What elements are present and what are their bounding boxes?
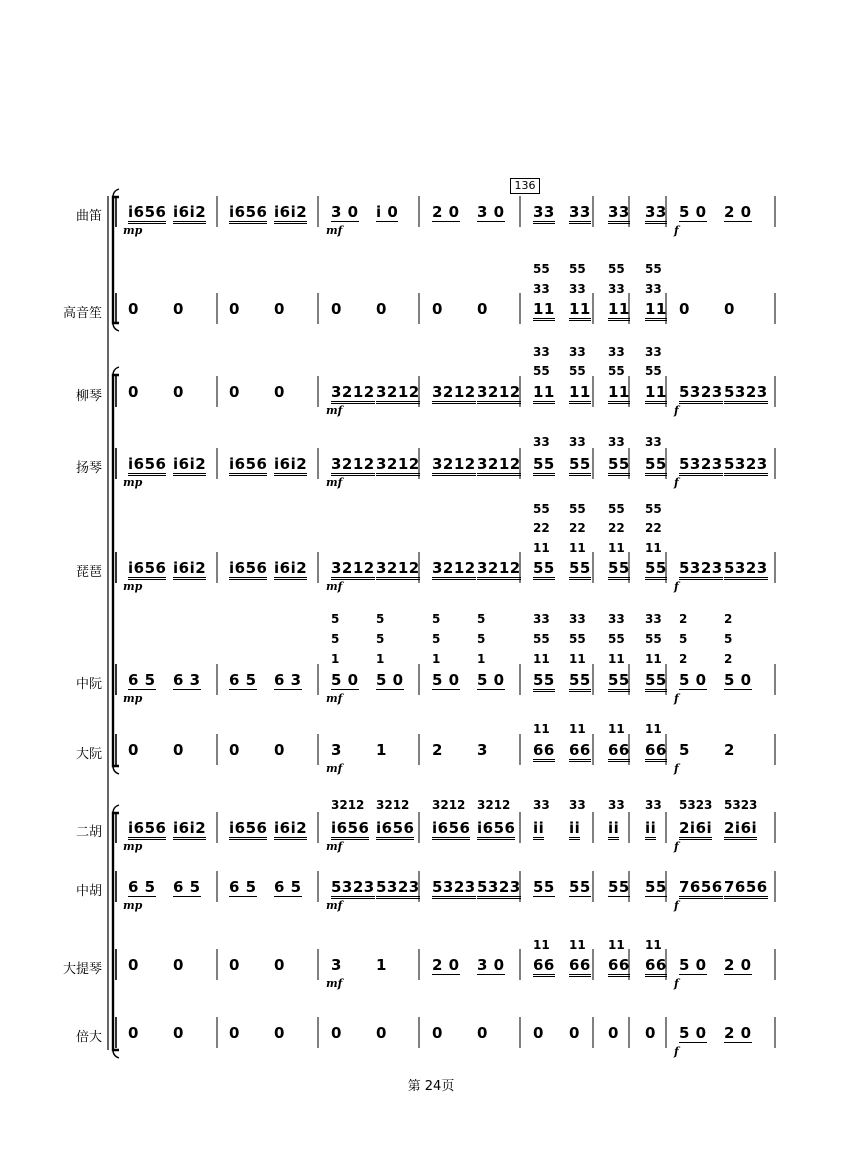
note-cell-gaoyinsheng: 11 xyxy=(608,300,630,321)
note-cell-datiqin: 3 xyxy=(331,956,342,974)
chord-note-zhongruan_top: 5 xyxy=(376,612,385,626)
dynamic-mf: mf xyxy=(326,404,343,417)
instrument-label-datiqin: 大提琴 xyxy=(62,962,102,977)
note-cell-beida: 2 0 xyxy=(724,1024,752,1042)
note-cell-zhongruan: 55 xyxy=(645,671,667,692)
note-cell-datiqin: 66 xyxy=(533,956,555,977)
chord-note-zhongruan_mid: 55 xyxy=(533,632,550,646)
note-cell-beida: 0 xyxy=(128,1024,139,1042)
note-cell-gaoyinsheng: 0 xyxy=(376,300,387,318)
note-cell-datiqin: 0 xyxy=(274,956,285,974)
chord-note-liuqin_top: 33 xyxy=(645,345,662,359)
instrument-label-erhu: 二胡 xyxy=(75,825,102,840)
chord-note-pipa_top: 55 xyxy=(645,502,662,516)
chord-note-zhongruan_top: 5 xyxy=(331,612,340,626)
note-cell-yangqin: 3212 xyxy=(376,455,420,476)
note-cell-pipa: 3212 xyxy=(432,559,476,580)
chord-note-gaoyinsheng_top: 55 xyxy=(645,262,662,276)
dynamic-f: f xyxy=(674,840,679,853)
note-cell-datiqin: 0 xyxy=(128,956,139,974)
note-cell-pipa: 3212 xyxy=(331,559,375,580)
instrument-label-zhongruan: 中阮 xyxy=(75,677,102,692)
note-cell-qudi: 33 xyxy=(608,203,630,224)
note-cell-yangqin: 3212 xyxy=(432,455,476,476)
dynamic-f: f xyxy=(674,224,679,237)
note-cell-qudi: 3 0 xyxy=(331,203,359,221)
note-cell-beida: 0 xyxy=(569,1024,580,1042)
note-cell-datiqin: 1 xyxy=(376,956,387,974)
dynamic-mp: mp xyxy=(123,840,143,853)
chord-note-pipa_top: 55 xyxy=(569,502,586,516)
chord-note-daruan_top: 11 xyxy=(608,722,625,736)
chord-note-liuqin_mid: 55 xyxy=(608,364,625,378)
note-cell-zhongruan: 6 5 xyxy=(229,671,257,689)
note-cell-beida: 0 xyxy=(331,1024,342,1042)
note-cell-erhu: i656 xyxy=(128,819,166,840)
note-cell-yangqin: 55 xyxy=(608,455,630,476)
note-cell-erhu: ii xyxy=(533,819,544,840)
note-cell-pipa: i656 xyxy=(128,559,166,580)
note-cell-zhongruan: 6 3 xyxy=(173,671,201,689)
note-cell-zhonghu: 5323 xyxy=(477,878,521,899)
page-number: 第 24页 xyxy=(407,1079,455,1094)
dynamic-mf: mf xyxy=(326,692,343,705)
note-cell-erhu: i656 xyxy=(432,819,470,840)
note-cell-liuqin: 11 xyxy=(569,383,591,404)
dynamic-mp: mp xyxy=(123,899,143,912)
chord-note-zhongruan_mid: 55 xyxy=(608,632,625,646)
instrument-label-pipa: 琵琶 xyxy=(75,565,102,580)
note-cell-liuqin: 0 xyxy=(173,383,184,401)
note-cell-zhongruan: 55 xyxy=(533,671,555,692)
chord-note-zhongruan_top: 33 xyxy=(608,612,625,626)
note-cell-daruan: 66 xyxy=(608,741,630,762)
note-cell-liuqin: 0 xyxy=(229,383,240,401)
note-cell-daruan: 0 xyxy=(173,741,184,759)
note-cell-liuqin: 0 xyxy=(128,383,139,401)
chord-note-erhu_top: 33 xyxy=(608,798,625,812)
chord-note-zhongruan_low: 11 xyxy=(645,652,662,666)
note-cell-gaoyinsheng: 0 xyxy=(724,300,735,318)
note-cell-yangqin: 55 xyxy=(533,455,555,476)
chord-note-daruan_top: 11 xyxy=(533,722,550,736)
note-cell-zhongruan: 55 xyxy=(569,671,591,692)
chord-note-zhongruan_mid: 5 xyxy=(724,632,733,646)
note-cell-yangqin: i6i2 xyxy=(274,455,307,476)
dynamic-mp: mp xyxy=(123,224,143,237)
note-cell-zhonghu: 5323 xyxy=(432,878,476,899)
note-cell-daruan: 0 xyxy=(274,741,285,759)
chord-note-datiqin_top: 11 xyxy=(569,938,586,952)
chord-note-datiqin_top: 11 xyxy=(645,938,662,952)
note-cell-zhongruan: 5 0 xyxy=(432,671,460,689)
note-cell-erhu: 2i6i xyxy=(679,819,712,840)
chord-note-zhongruan_low: 2 xyxy=(724,652,733,666)
note-cell-yangqin: 3212 xyxy=(331,455,375,476)
chord-note-zhongruan_mid: 5 xyxy=(432,632,441,646)
chord-note-pipa_mid: 22 xyxy=(533,521,550,535)
note-cell-pipa: 55 xyxy=(608,559,630,580)
note-cell-pipa: 55 xyxy=(645,559,667,580)
note-cell-zhonghu: 7656 xyxy=(724,878,768,899)
note-cell-zhonghu: 6 5 xyxy=(229,878,257,896)
note-cell-qudi: 2 0 xyxy=(432,203,460,221)
dynamic-f: f xyxy=(674,1045,679,1058)
chord-note-zhongruan_low: 11 xyxy=(533,652,550,666)
note-cell-gaoyinsheng: 11 xyxy=(533,300,555,321)
chord-note-erhu_top: 3212 xyxy=(376,798,410,812)
chord-note-zhongruan_top: 5 xyxy=(432,612,441,626)
dynamic-mf: mf xyxy=(326,580,343,593)
chord-note-liuqin_mid: 55 xyxy=(569,364,586,378)
note-cell-datiqin: 66 xyxy=(645,956,667,977)
note-cell-zhongruan: 5 0 xyxy=(331,671,359,689)
dynamic-mf: mf xyxy=(326,476,343,489)
note-cell-yangqin: 5323 xyxy=(679,455,723,476)
chord-note-gaoyinsheng_mid: 33 xyxy=(608,282,625,296)
note-cell-zhongruan: 6 3 xyxy=(274,671,302,689)
chord-note-pipa_mid: 22 xyxy=(645,521,662,535)
dynamic-mf: mf xyxy=(326,977,343,990)
chord-note-erhu_top: 5323 xyxy=(679,798,713,812)
group-bracket xyxy=(113,813,119,1050)
note-cell-erhu: i656 xyxy=(331,819,369,840)
chord-note-yangqin_top: 33 xyxy=(608,435,625,449)
chord-note-erhu_top: 3212 xyxy=(477,798,511,812)
dynamic-f: f xyxy=(674,404,679,417)
note-cell-daruan: 66 xyxy=(533,741,555,762)
note-cell-pipa: i6i2 xyxy=(274,559,307,580)
instrument-label-qudi: 曲笛 xyxy=(75,209,102,224)
note-cell-qudi: 2 0 xyxy=(724,203,752,221)
chord-note-zhongruan_low: 1 xyxy=(477,652,486,666)
note-cell-daruan: 0 xyxy=(128,741,139,759)
note-cell-zhonghu: 6 5 xyxy=(274,878,302,896)
instrument-label-liuqin: 柳琴 xyxy=(75,389,102,404)
note-cell-erhu: i6i2 xyxy=(173,819,206,840)
note-cell-beida: 0 xyxy=(432,1024,443,1042)
note-cell-beida: 0 xyxy=(533,1024,544,1042)
chord-note-zhongruan_low: 1 xyxy=(432,652,441,666)
chord-note-zhongruan_mid: 5 xyxy=(477,632,486,646)
note-cell-pipa: 55 xyxy=(569,559,591,580)
note-cell-daruan: 3 xyxy=(331,741,342,759)
note-cell-liuqin: 11 xyxy=(608,383,630,404)
note-cell-erhu: i656 xyxy=(376,819,414,840)
note-cell-beida: 0 xyxy=(173,1024,184,1042)
note-cell-liuqin: 11 xyxy=(533,383,555,404)
note-cell-yangqin: i6i2 xyxy=(173,455,206,476)
chord-note-daruan_top: 11 xyxy=(569,722,586,736)
chord-note-gaoyinsheng_top: 55 xyxy=(569,262,586,276)
note-cell-yangqin: 55 xyxy=(569,455,591,476)
note-cell-beida: 5 0 xyxy=(679,1024,707,1042)
note-cell-erhu: i656 xyxy=(477,819,515,840)
chord-note-daruan_top: 11 xyxy=(645,722,662,736)
note-cell-liuqin: 3212 xyxy=(376,383,420,404)
chord-note-liuqin_top: 33 xyxy=(533,345,550,359)
note-cell-erhu: i6i2 xyxy=(274,819,307,840)
note-cell-yangqin: i656 xyxy=(128,455,166,476)
chord-note-pipa_low: 11 xyxy=(569,541,586,555)
note-cell-datiqin: 66 xyxy=(608,956,630,977)
instrument-label-zhonghu: 中胡 xyxy=(75,884,102,899)
note-cell-qudi: i6i2 xyxy=(173,203,206,224)
note-cell-zhonghu: 55 xyxy=(569,878,591,896)
chord-note-pipa_mid: 22 xyxy=(608,521,625,535)
note-cell-daruan: 3 xyxy=(477,741,488,759)
dynamic-mf: mf xyxy=(326,840,343,853)
chord-note-liuqin_mid: 55 xyxy=(645,364,662,378)
note-cell-gaoyinsheng: 0 xyxy=(331,300,342,318)
note-cell-gaoyinsheng: 0 xyxy=(477,300,488,318)
staff-lines xyxy=(108,196,775,1050)
note-cell-yangqin: 3212 xyxy=(477,455,521,476)
note-cell-zhonghu: 6 5 xyxy=(128,878,156,896)
note-cell-datiqin: 2 0 xyxy=(432,956,460,974)
note-cell-zhonghu: 6 5 xyxy=(173,878,201,896)
dynamic-f: f xyxy=(674,977,679,990)
note-cell-datiqin: 66 xyxy=(569,956,591,977)
chord-note-zhongruan_mid: 55 xyxy=(569,632,586,646)
chord-note-liuqin_mid: 55 xyxy=(533,364,550,378)
note-cell-qudi: i656 xyxy=(128,203,166,224)
chord-note-erhu_top: 5323 xyxy=(724,798,758,812)
note-cell-erhu: 2i6i xyxy=(724,819,757,840)
instrument-label-daruan: 大阮 xyxy=(75,747,102,762)
note-cell-liuqin: 0 xyxy=(274,383,285,401)
chord-note-zhongruan_mid: 5 xyxy=(331,632,340,646)
note-cell-zhonghu: 5323 xyxy=(376,878,420,899)
chord-note-erhu_top: 3212 xyxy=(432,798,466,812)
note-cell-liuqin: 3212 xyxy=(331,383,375,404)
note-cell-zhongruan: 5 0 xyxy=(724,671,752,689)
note-cell-daruan: 66 xyxy=(645,741,667,762)
note-cell-beida: 0 xyxy=(608,1024,619,1042)
chord-note-liuqin_top: 33 xyxy=(569,345,586,359)
note-cell-liuqin: 3212 xyxy=(432,383,476,404)
note-cell-beida: 0 xyxy=(229,1024,240,1042)
note-cell-zhongruan: 5 0 xyxy=(679,671,707,689)
chord-note-erhu_top: 33 xyxy=(645,798,662,812)
note-cell-daruan: 5 xyxy=(679,741,690,759)
note-cell-liuqin: 5323 xyxy=(724,383,768,404)
chord-note-erhu_top: 33 xyxy=(569,798,586,812)
chord-note-yangqin_top: 33 xyxy=(569,435,586,449)
note-cell-yangqin: i656 xyxy=(229,455,267,476)
chord-note-gaoyinsheng_mid: 33 xyxy=(569,282,586,296)
chord-note-erhu_top: 3212 xyxy=(331,798,365,812)
chord-note-zhongruan_top: 5 xyxy=(477,612,486,626)
note-cell-daruan: 1 xyxy=(376,741,387,759)
note-cell-liuqin: 3212 xyxy=(477,383,521,404)
note-cell-pipa: 3212 xyxy=(376,559,420,580)
chord-note-erhu_top: 33 xyxy=(533,798,550,812)
chord-note-datiqin_top: 11 xyxy=(533,938,550,952)
note-cell-qudi: 33 xyxy=(569,203,591,224)
dynamic-mf: mf xyxy=(326,224,343,237)
chord-note-zhongruan_top: 33 xyxy=(645,612,662,626)
chord-note-zhongruan_mid: 5 xyxy=(679,632,688,646)
note-cell-erhu: ii xyxy=(569,819,580,840)
note-cell-zhonghu: 5323 xyxy=(331,878,375,899)
chord-note-yangqin_top: 33 xyxy=(645,435,662,449)
dynamic-mp: mp xyxy=(123,692,143,705)
note-cell-datiqin: 3 0 xyxy=(477,956,505,974)
chord-note-zhongruan_top: 2 xyxy=(724,612,733,626)
note-cell-qudi: 33 xyxy=(533,203,555,224)
note-cell-zhongruan: 5 0 xyxy=(376,671,404,689)
chord-note-zhongruan_low: 1 xyxy=(376,652,385,666)
instrument-label-gaoyinsheng: 高音笙 xyxy=(62,306,102,321)
chord-note-gaoyinsheng_top: 55 xyxy=(533,262,550,276)
note-cell-datiqin: 0 xyxy=(173,956,184,974)
note-cell-liuqin: 11 xyxy=(645,383,667,404)
note-cell-gaoyinsheng: 0 xyxy=(274,300,285,318)
note-cell-erhu: ii xyxy=(645,819,656,840)
note-cell-datiqin: 2 0 xyxy=(724,956,752,974)
rehearsal-mark-136: 136 xyxy=(510,178,540,194)
note-cell-pipa: i656 xyxy=(229,559,267,580)
chord-note-yangqin_top: 33 xyxy=(533,435,550,449)
chord-note-zhongruan_low: 2 xyxy=(679,652,688,666)
note-cell-qudi: 5 0 xyxy=(679,203,707,221)
note-cell-pipa: 3212 xyxy=(477,559,521,580)
dynamic-f: f xyxy=(674,580,679,593)
note-cell-gaoyinsheng: 0 xyxy=(229,300,240,318)
note-cell-daruan: 2 xyxy=(724,741,735,759)
note-cell-yangqin: 5323 xyxy=(724,455,768,476)
chord-note-zhongruan_mid: 55 xyxy=(645,632,662,646)
note-cell-zhongruan: 55 xyxy=(608,671,630,692)
note-cell-gaoyinsheng: 0 xyxy=(432,300,443,318)
note-cell-beida: 0 xyxy=(477,1024,488,1042)
dynamic-f: f xyxy=(674,476,679,489)
note-cell-qudi: i 0 xyxy=(376,203,399,221)
chord-note-pipa_low: 11 xyxy=(533,541,550,555)
note-cell-erhu: i656 xyxy=(229,819,267,840)
instrument-label-beida: 倍大 xyxy=(75,1030,102,1045)
dynamic-mf: mf xyxy=(326,899,343,912)
dynamic-mp: mp xyxy=(123,580,143,593)
chord-note-gaoyinsheng_top: 55 xyxy=(608,262,625,276)
chord-note-zhongruan_top: 2 xyxy=(679,612,688,626)
note-cell-qudi: 3 0 xyxy=(477,203,505,221)
note-cell-pipa: 5323 xyxy=(724,559,768,580)
chord-note-liuqin_top: 33 xyxy=(608,345,625,359)
note-cell-daruan: 2 xyxy=(432,741,443,759)
note-cell-zhongruan: 6 5 xyxy=(128,671,156,689)
dynamic-mp: mp xyxy=(123,476,143,489)
chord-note-gaoyinsheng_mid: 33 xyxy=(533,282,550,296)
chord-note-pipa_top: 55 xyxy=(608,502,625,516)
dynamic-f: f xyxy=(674,692,679,705)
chord-note-pipa_low: 11 xyxy=(608,541,625,555)
note-cell-beida: 0 xyxy=(274,1024,285,1042)
chord-note-zhongruan_mid: 5 xyxy=(376,632,385,646)
note-cell-pipa: i6i2 xyxy=(173,559,206,580)
chord-note-pipa_mid: 22 xyxy=(569,521,586,535)
chord-note-zhongruan_low: 1 xyxy=(331,652,340,666)
chord-note-zhongruan_low: 11 xyxy=(608,652,625,666)
note-cell-datiqin: 0 xyxy=(229,956,240,974)
note-cell-pipa: 55 xyxy=(533,559,555,580)
note-cell-zhonghu: 55 xyxy=(645,878,667,896)
chord-note-pipa_low: 11 xyxy=(645,541,662,555)
note-cell-qudi: i656 xyxy=(229,203,267,224)
note-cell-datiqin: 5 0 xyxy=(679,956,707,974)
note-cell-gaoyinsheng: 11 xyxy=(569,300,591,321)
note-cell-zhongruan: 5 0 xyxy=(477,671,505,689)
note-cell-zhonghu: 55 xyxy=(608,878,630,896)
note-cell-beida: 0 xyxy=(376,1024,387,1042)
note-cell-daruan: 0 xyxy=(229,741,240,759)
note-cell-erhu: ii xyxy=(608,819,619,840)
note-cell-yangqin: 55 xyxy=(645,455,667,476)
note-cell-daruan: 66 xyxy=(569,741,591,762)
dynamic-f: f xyxy=(674,899,679,912)
note-cell-beida: 0 xyxy=(645,1024,656,1042)
chord-note-zhongruan_top: 33 xyxy=(533,612,550,626)
dynamic-f: f xyxy=(674,762,679,775)
chord-note-datiqin_top: 11 xyxy=(608,938,625,952)
chord-note-pipa_top: 55 xyxy=(533,502,550,516)
note-cell-zhonghu: 7656 xyxy=(679,878,723,899)
note-cell-gaoyinsheng: 0 xyxy=(679,300,690,318)
chord-note-zhongruan_top: 33 xyxy=(569,612,586,626)
note-cell-liuqin: 5323 xyxy=(679,383,723,404)
chord-note-gaoyinsheng_mid: 33 xyxy=(645,282,662,296)
note-cell-gaoyinsheng: 0 xyxy=(128,300,139,318)
note-cell-qudi: i6i2 xyxy=(274,203,307,224)
note-cell-zhonghu: 55 xyxy=(533,878,555,896)
note-cell-qudi: 33 xyxy=(645,203,667,224)
instrument-label-yangqin: 扬琴 xyxy=(75,461,102,476)
chord-note-zhongruan_low: 11 xyxy=(569,652,586,666)
note-cell-gaoyinsheng: 0 xyxy=(173,300,184,318)
note-cell-gaoyinsheng: 11 xyxy=(645,300,667,321)
dynamic-mf: mf xyxy=(326,762,343,775)
note-cell-pipa: 5323 xyxy=(679,559,723,580)
